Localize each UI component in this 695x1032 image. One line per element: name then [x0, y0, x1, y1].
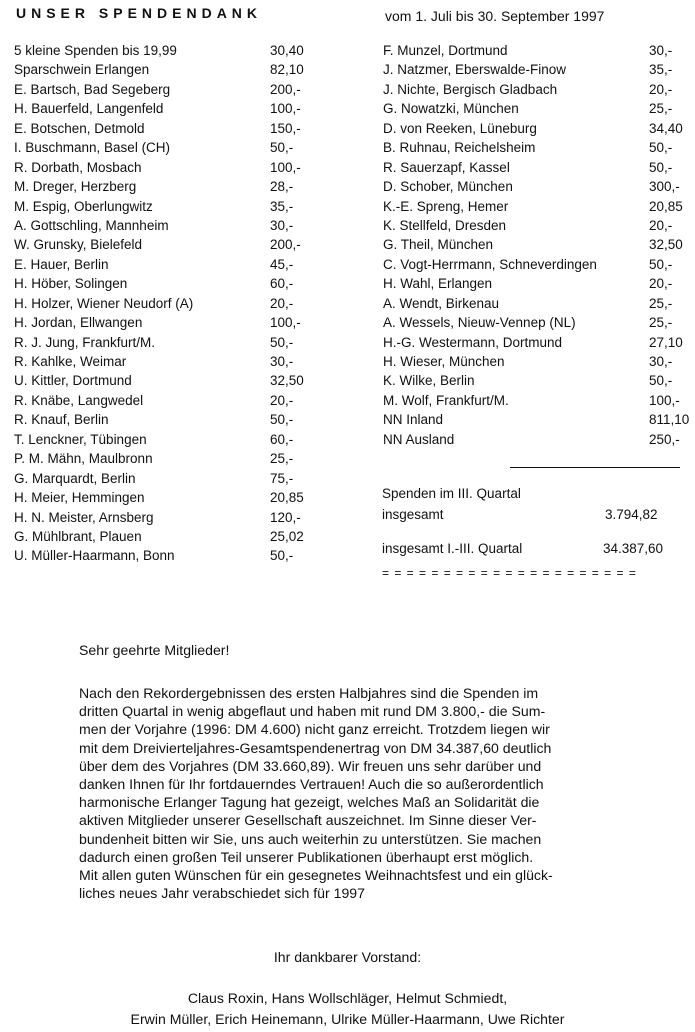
donation-row — [383, 177, 683, 196]
donor-name: D. von Reeken, Lüneburg — [383, 120, 537, 136]
donation-amount: 50,- — [270, 548, 294, 564]
donor-name: H. Bauerfeld, Langenfeld — [14, 101, 164, 117]
donation-row — [14, 449, 332, 468]
quarter-label: Spenden im III. Quartal — [382, 486, 521, 501]
donor-name: G. Marquardt, Berlin — [14, 470, 136, 486]
donor-name: 5 kleine Spenden bis 19,99 — [14, 43, 177, 58]
donation-amount: 200,- — [270, 81, 301, 97]
donation-amount: 100,- — [270, 315, 301, 331]
donor-name: H. Höber, Solingen — [14, 276, 128, 292]
donation-row — [14, 294, 332, 313]
donation-amount: 50,- — [270, 334, 294, 350]
letter-line: bundenheit bitten wir Sie, uns auch weiterhin zu unterstützen. Sie machen — [79, 830, 542, 847]
donation-row — [14, 197, 332, 216]
donation-row — [383, 41, 683, 60]
donation-amount: 25,- — [270, 451, 294, 467]
letter-line: dritten Quartal in wenig abgeflaut und haben mit rund DM 3.800,- die Sum- — [79, 703, 546, 720]
donation-amount: 100,- — [270, 159, 301, 175]
donation-row — [383, 333, 683, 352]
donation-amount: 150,- — [270, 120, 301, 136]
donor-name: H. N. Meister, Arnsberg — [14, 509, 154, 525]
letter-line: danken Ihnen für Ihr fortdauerndes Vertrauen! Auch die so außerordentlich — [79, 776, 544, 793]
donation-amount: 50,- — [649, 140, 673, 156]
donation-amount: 60,- — [270, 431, 294, 447]
donation-amount: 250,- — [649, 431, 680, 447]
donation-amount: 25,- — [649, 101, 673, 117]
donation-row — [14, 352, 332, 371]
donation-row — [383, 197, 683, 216]
donation-amount: 20,- — [649, 217, 673, 233]
donation-amount: 82,10 — [270, 62, 304, 78]
quarter-amount: 3.794,82 — [605, 507, 658, 522]
donation-row — [383, 119, 683, 138]
donor-name: E. Bartsch, Bad Segeberg — [14, 81, 171, 97]
signatories-line-2: Erwin Müller, Erich Heinemann, Ulrike Müller-Haarmann, Uwe Richter — [130, 1011, 565, 1027]
donation-row — [383, 371, 683, 390]
donor-name: D. Schober, München — [383, 179, 513, 195]
period-text: vom 1. Juli bis 30. September 1997 — [385, 8, 605, 24]
donor-name: H. Meier, Hemmingen — [14, 490, 145, 506]
donor-name: U. Müller-Haarmann, Bonn — [14, 548, 175, 564]
donation-row — [14, 508, 332, 527]
donor-name: J. Natzmer, Eberswalde-Finow — [383, 62, 567, 78]
donation-row — [383, 294, 683, 313]
donation-row — [383, 430, 683, 449]
donor-name: Sparschwein Erlangen — [14, 62, 150, 78]
donor-name: W. Grunsky, Bielefeld — [14, 237, 143, 253]
donor-name: R. Knauf, Berlin — [14, 412, 109, 428]
donation-amount: 32,50 — [270, 373, 304, 389]
donation-amount: 50,- — [270, 412, 294, 428]
donor-name: B. Ruhnau, Reichelsheim — [383, 140, 536, 156]
double-rule: = = = = = = = = = = = = = = = = = = = = = — [382, 566, 637, 580]
letter-greeting: Sehr geehrte Mitglieder! — [79, 642, 230, 658]
donation-amount: 100,- — [649, 392, 680, 408]
donation-amount: 20,- — [649, 276, 673, 292]
donor-name: T. Lenckner, Tübingen — [14, 431, 147, 447]
donation-amount: 20,85 — [649, 198, 683, 214]
donation-amount: 30,- — [270, 217, 294, 233]
letter-line: Mit allen guten Wünschen für ein gesegnetes Weihnachtsfest und ein glück- — [79, 867, 553, 884]
donation-amount: 25,- — [649, 315, 673, 331]
donor-name: A. Wessels, Nieuw-Vennep (NL) — [383, 315, 576, 331]
donation-amount: 32,50 — [649, 237, 683, 253]
donor-name: G. Theil, München — [383, 237, 494, 253]
year-amount: 34.387,60 — [603, 541, 664, 556]
donor-name: R. J. Jung, Frankfurt/M. — [14, 334, 156, 350]
donor-name: M. Espig, Oberlungwitz — [14, 198, 153, 214]
donation-amount: 300,- — [649, 179, 680, 195]
donor-name: H. Wieser, München — [383, 354, 505, 369]
donation-row — [14, 255, 332, 274]
donation-row — [14, 430, 332, 449]
donation-amount: 28,- — [270, 179, 294, 195]
donation-row — [383, 313, 683, 332]
donor-name: E. Hauer, Berlin — [14, 256, 109, 272]
donation-amount: 35,- — [649, 62, 673, 78]
donor-name: H.-G. Westermann, Dortmund — [383, 334, 563, 350]
donation-row — [14, 371, 332, 390]
donation-row — [383, 235, 683, 254]
donor-name: G. Nowatzki, München — [383, 101, 519, 117]
letter-line: mit dem Dreivierteljahres-Gesamtspendenertrag von DM 34.387,60 deutlich — [79, 739, 552, 756]
donation-amount: 120,- — [270, 509, 301, 525]
donation-list-right — [383, 41, 690, 449]
donation-amount: 30,- — [270, 354, 294, 369]
signatories-line-1: Claus Roxin, Hans Wollschläger, Helmut Schmiedt, — [187, 990, 508, 1006]
letter-line: aktiven Mitglieder unserer Gesellschaft auszeichnet. Im Sinne dieser Ver- — [79, 812, 537, 829]
donation-amount: 100,- — [270, 101, 301, 117]
donation-row — [383, 391, 683, 410]
donation-amount: 27,10 — [649, 334, 683, 350]
donation-amount: 811,10 — [649, 412, 690, 428]
donor-name: R. Dorbath, Mosbach — [14, 159, 142, 175]
donor-name: K. Wilke, Berlin — [383, 373, 475, 389]
donation-row — [14, 41, 332, 60]
year-label: insgesamt I.-III. Quartal — [382, 541, 523, 556]
donation-row — [14, 177, 332, 196]
donation-row — [383, 158, 683, 177]
letter-line: über dem des Vorjahres (DM 33.660,89). Wir freuen uns sehr darüber und — [79, 757, 542, 774]
donation-amount: 34,40 — [649, 120, 683, 136]
donation-row — [14, 410, 332, 429]
donation-row — [14, 391, 332, 410]
donation-row — [383, 99, 683, 118]
donor-name: NN Ausland — [383, 431, 455, 447]
donation-amount: 50,- — [649, 159, 673, 175]
donor-name: R. Kahlke, Weimar — [14, 354, 127, 369]
donation-row — [14, 158, 332, 177]
donation-row — [14, 60, 332, 79]
donation-row — [14, 80, 332, 99]
donation-row — [383, 352, 683, 371]
donation-row — [383, 80, 683, 99]
donation-row — [14, 333, 332, 352]
donation-amount: 200,- — [270, 237, 301, 253]
donor-name: H. Wahl, Erlangen — [383, 276, 493, 292]
donation-amount: 25,- — [649, 295, 673, 311]
donor-name: H. Holzer, Wiener Neudorf (A) — [14, 295, 194, 311]
donation-amount: 20,- — [270, 295, 294, 311]
donation-amount: 20,85 — [270, 490, 304, 506]
donation-row — [14, 119, 332, 138]
donation-row — [14, 138, 332, 157]
letter-line: dadurch einen großen Teil unserer Publikationen überhaupt erst möglich. — [79, 848, 534, 865]
donation-amount: 25,02 — [270, 528, 304, 544]
donation-amount: 50,- — [649, 256, 673, 272]
donation-amount: 50,- — [270, 140, 294, 156]
donation-row — [383, 216, 683, 235]
sum-rule — [510, 467, 680, 468]
donor-name: NN Inland — [383, 412, 444, 428]
donation-row — [14, 546, 332, 565]
donation-amount: 30,- — [649, 354, 673, 369]
donor-name: K.-E. Spreng, Hemer — [383, 198, 509, 214]
donation-amount: 50,- — [649, 373, 673, 389]
donation-row — [383, 274, 683, 293]
quarter-label-total: insgesamt — [382, 507, 444, 522]
donor-name: G. Mühlbrant, Plauen — [14, 528, 142, 544]
donor-name: M. Dreger, Herzberg — [14, 179, 137, 195]
donor-name: M. Wolf, Frankfurt/M. — [383, 392, 509, 408]
donation-amount: 75,- — [270, 470, 294, 486]
letter-line: liches neues Jahr verabschiedet sich für 1997 — [79, 885, 365, 902]
donation-row — [14, 469, 332, 488]
donation-amount: 35,- — [270, 198, 294, 214]
donation-row — [14, 216, 332, 235]
donation-amount: 30,40 — [270, 43, 304, 58]
donor-name: H. Jordan, Ellwangen — [14, 315, 143, 331]
donor-name: E. Botschen, Detmold — [14, 120, 145, 136]
letter-line: harmonische Erlanger Tagung hat gezeigt, welches Maß an Solidarität die — [79, 794, 540, 811]
donor-name: A. Gottschling, Mannheim — [14, 217, 169, 233]
donor-name: A. Wendt, Birkenau — [383, 295, 500, 311]
donor-name: J. Nichte, Bergisch Gladbach — [383, 81, 558, 97]
donation-amount: 30,- — [649, 43, 673, 58]
donation-row — [14, 235, 332, 254]
donor-name: U. Kittler, Dortmund — [14, 373, 132, 389]
donation-row — [14, 488, 332, 507]
donation-amount: 45,- — [270, 256, 294, 272]
donation-row — [14, 99, 332, 118]
letter-line: men der Vorjahre (1996: DM 4.600) nicht ganz erreicht. Trotzdem liegen wir — [79, 721, 550, 738]
donor-name: F. Munzel, Dortmund — [383, 43, 508, 58]
donation-row — [14, 274, 332, 293]
letter-body — [79, 684, 649, 902]
donation-row — [383, 410, 690, 429]
donor-name: P. M. Mähn, Maulbronn — [14, 451, 153, 467]
donation-list-left — [14, 41, 332, 566]
letter-line: Nach den Rekordergebnissen des ersten Halbjahres sind die Spenden im — [79, 685, 539, 701]
donation-row — [14, 313, 332, 332]
donation-row — [383, 60, 683, 79]
donation-row — [14, 527, 332, 546]
donation-row — [383, 138, 683, 157]
letter-closing: Ihr dankbarer Vorstand: — [273, 949, 422, 965]
donor-name: I. Buschmann, Basel (CH) — [14, 140, 171, 156]
page-title: UNSER SPENDENDANK — [16, 5, 263, 21]
donor-name: R. Sauerzapf, Kassel — [383, 159, 510, 175]
donation-amount: 60,- — [270, 276, 294, 292]
donor-name: R. Knäbe, Langwedel — [14, 392, 144, 408]
donation-row — [383, 255, 683, 274]
donation-amount: 20,- — [649, 81, 673, 97]
donor-name: K. Stellfeld, Dresden — [383, 217, 507, 233]
donor-name: C. Vogt-Herrmann, Schneverdingen — [383, 256, 597, 272]
donation-amount: 20,- — [270, 392, 294, 408]
